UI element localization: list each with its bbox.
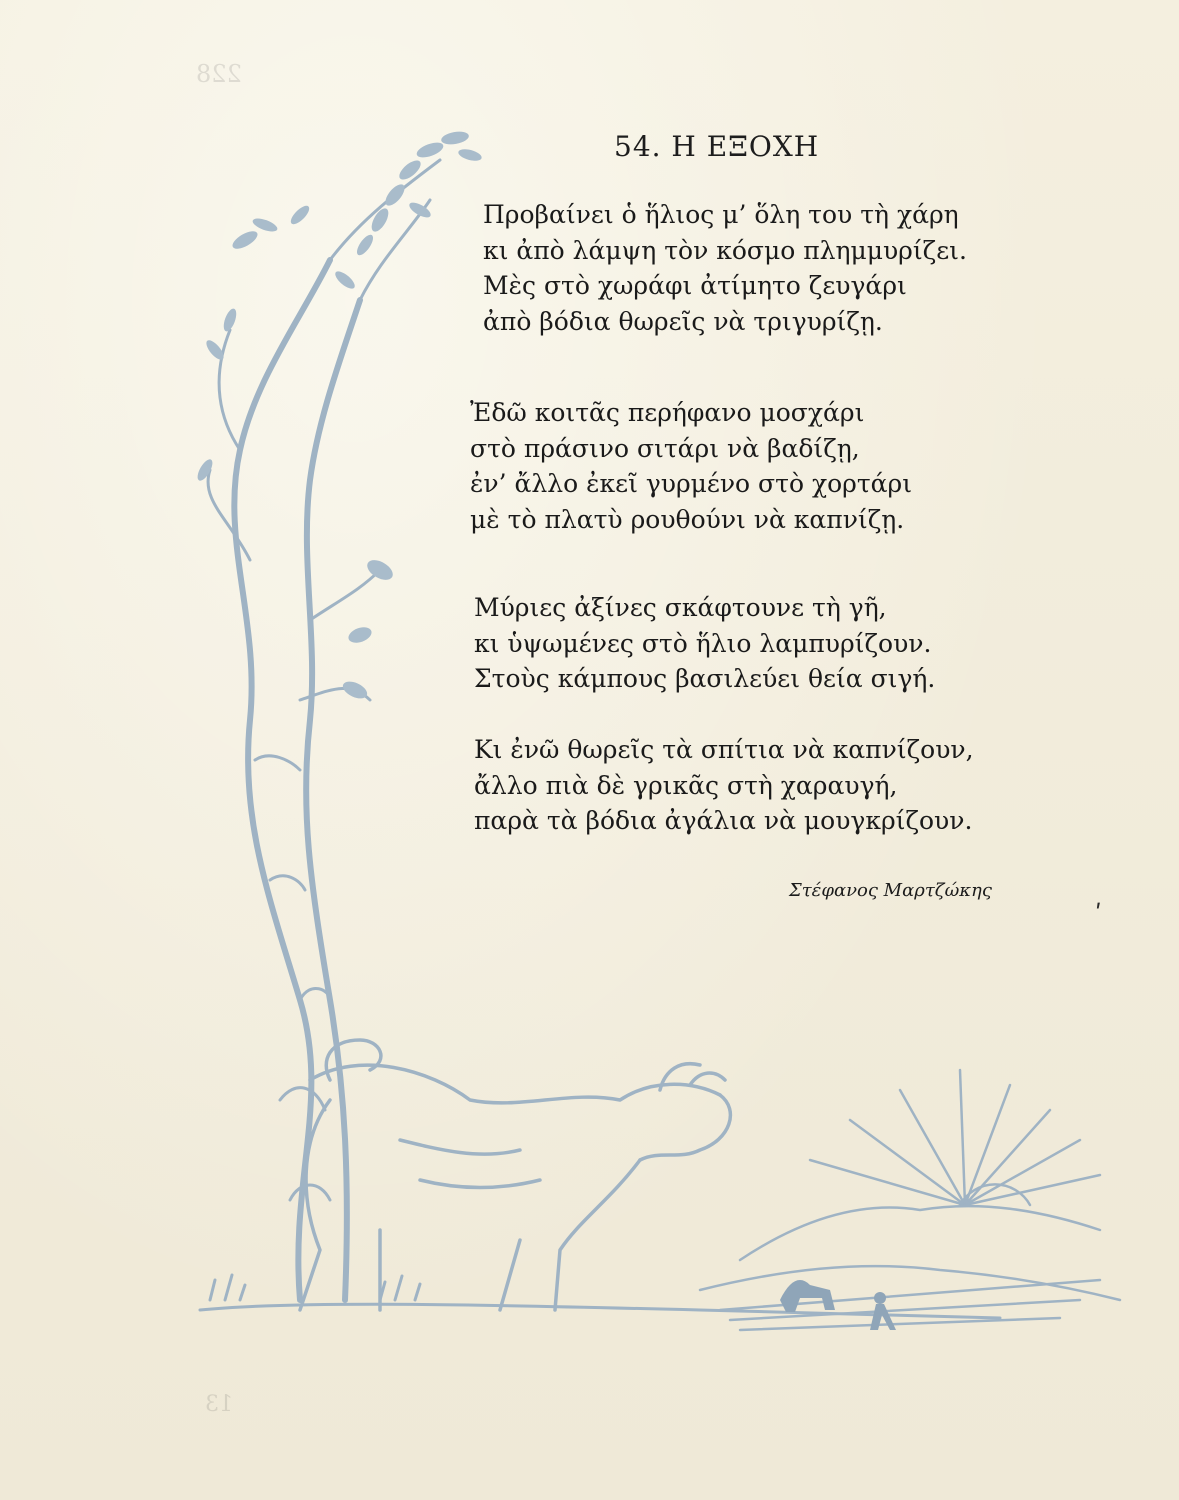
bleed-through-page-number: 228 (196, 60, 242, 88)
verse-line: Ἐδῶ κοιτᾶς περήφανο μοσχάρι (470, 398, 865, 427)
stray-mark: ʹ (1095, 900, 1102, 928)
verse-line: μὲ τὸ πλατὺ ρουθούνι νὰ καπνίζῃ. (470, 504, 905, 534)
poem-title: 54. Η ΕΞΟΧΗ (614, 130, 820, 163)
verse-line: Στοὺς κάμπους βασιλεύει θεία σιγή. (474, 664, 936, 693)
verse-line: Κι ἐνῶ θωρεῖς τὰ σπίτια νὰ καπνίζουν, (474, 735, 974, 764)
author-signature: Στέφανος Μαρτζώκης (789, 880, 992, 901)
verse-line: ἀπὸ βόδια θωρεῖς νὰ τριγυρίζῃ. (483, 306, 883, 336)
verse-line: Μὲς στὸ χωράφι ἀτίμητο ζευγάρι (483, 271, 907, 300)
verse-line: στὸ πράσινο σιτάρι νὰ βαδίζῃ, (470, 433, 860, 463)
stanza (483, 197, 1083, 339)
verse-line: παρὰ τὰ βόδια ἀγάλια νὰ μουγκρίζουν. (474, 806, 973, 835)
ox-illustration (300, 1040, 730, 1310)
verse-line: Προβαίνει ὁ ἥλιος μ’ ὅλη του τὴ χάρη (483, 200, 959, 229)
bleed-through-page-footer: 13 (205, 1392, 233, 1417)
verse-line: ἄλλο πιὰ δὲ γρικᾶς στὴ χαραυγή, (474, 770, 898, 800)
sun-illustration (810, 1070, 1100, 1205)
stanza (474, 590, 1074, 697)
stanza (474, 732, 1074, 839)
verse-line: ἐν’ ἄλλο ἐκεῖ γυρμένο στὸ χορτάρι (470, 469, 913, 498)
verse-line: κι ἀπὸ λάμψη τὸν κόσμο πλημμυρίζει. (483, 235, 967, 265)
verse-line: Μύριες ἀξίνες σκάφτουνε τὴ γῆ, (474, 593, 887, 622)
stanza (470, 395, 1070, 537)
ploughman-illustration (780, 1280, 896, 1330)
verse-line: κι ὑψωμένες στὸ ἥλιο λαμπυρίζουν. (474, 628, 932, 658)
